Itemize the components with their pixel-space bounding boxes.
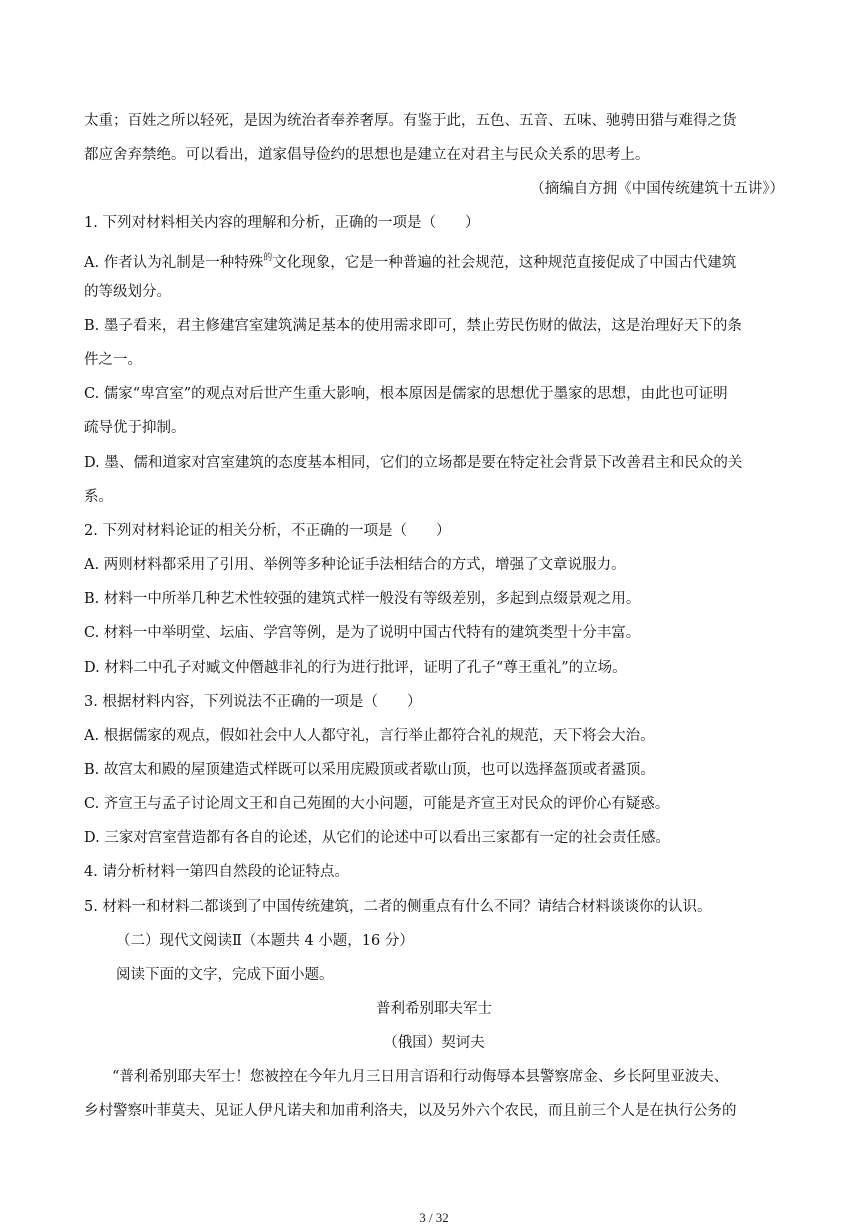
source-citation: （摘编自方拥《中国传统建筑十五讲》） (530, 181, 784, 197)
question-1: 1. 下列对材料相关内容的理解和分析，正确的一项是（ ） (84, 215, 480, 231)
option-text: A. 作者认为礼制是一种特殊 (84, 255, 264, 271)
option-1b-cont: 件之一。 (84, 352, 142, 368)
option-2d: D. 材料二中孔子对臧文仲僭越非礼的行为进行批评，证明了孔子“尊王重礼”的立场。 (84, 660, 627, 676)
option-1a (84, 248, 784, 273)
text-line: 太重；百姓之所以轻死，是因为统治者奉养奢厚。有鉴于此，五色、五音、五味、驰骋田猎与难得之货 (84, 113, 737, 129)
option-3d: D. 三家对宫室营造都有各自的论述，从它们的论述中可以看出三家都有一定的社会责任感。 (84, 830, 670, 846)
reading-instruction: 阅读下面的文字，完成下面小题。 (116, 967, 334, 983)
question-3: 3. 根据材料内容，下列说法不正确的一项是（ ） (84, 694, 422, 710)
story-title: 普利希别耶夫军士 (376, 1001, 492, 1017)
option-1d: D. 墨、儒和道家对宫室建筑的态度基本相同，它们的立场都是要在特定社会背景下改善君主和民众的关 (84, 455, 743, 471)
option-1c: C. 儒家“卑宫室”的观点对后世产生重大影响，根本原因是儒家的思想优于墨家的思想，由此也可证明 (84, 386, 728, 402)
question-2: 2. 下列对材料论证的相关分析，不正确的一项是（ ） (84, 523, 451, 539)
story-paragraph: “普利希别耶夫军士！您被控在今年九月三日用言语和行动侮辱本县警察席金、乡长阿里亚波夫、 (112, 1069, 729, 1085)
option-3c: C. 齐宣王与孟子讨论周文王和自己苑囿的大小问题，可能是齐宣王对民众的评价心有疑惑。 (84, 796, 670, 812)
option-1c-cont: 疏导优于抑制。 (84, 420, 186, 436)
question-4: 4. 请分析材料一第四自然段的论证特点。 (84, 864, 349, 880)
option-1d-cont: 系。 (84, 489, 113, 505)
section-heading: （二）现代文阅读Ⅱ（本题共 4 小题，16 分） (116, 933, 414, 949)
option-1a-cont: 的等级划分。 (84, 284, 171, 300)
option-2c: C. 材料一中举明堂、坛庙、学宫等例，是为了说明中国古代特有的建筑类型十分丰富。 (84, 625, 641, 641)
option-1b: B. 墨子看来，君主修建宫室建筑满足基本的使用需求即可，禁止劳民伤财的做法，这是治理好天下的条 (84, 318, 742, 334)
stray-character: 的 (263, 253, 273, 263)
question-5: 5. 材料一和材料二都谈到了中国传统建筑，二者的侧重点有什么不同？请结合材料谈谈你的认识。 (84, 899, 712, 915)
option-3a: A. 根据儒家的观点，假如社会中人人都守礼，言行举止都符合礼的规范，天下将会大治。 (84, 728, 655, 744)
page-number: 3 / 32 (419, 1210, 449, 1225)
text-line: 都应舍弃禁绝。可以看出，道家倡导俭约的思想也是建立在对君主与民众关系的思考上。 (84, 147, 650, 163)
story-paragraph-cont: 乡村警察叶菲莫夫、见证人伊凡诺夫和加甫利洛夫，以及另外六个农民，而且前三个人是在执行公务的 (84, 1103, 737, 1119)
option-3b: B. 故宫太和殿的屋顶建造式样既可以采用庑殿顶或者歇山顶，也可以选择盔顶或者盝顶。 (84, 762, 655, 778)
option-2a: A. 两则材料都采用了引用、举例等多种论证手法相结合的方式，增强了文章说服力。 (84, 557, 626, 573)
option-2b: B. 材料一中所举几种艺术性较强的建筑式样一般没有等级差别，多起到点缀景观之用。 (84, 591, 641, 607)
story-author: （俄国）契诃夫 (383, 1035, 485, 1051)
option-text: 文化现象，它是一种普遍的社会规范，这种规范直接促成了中国古代建筑 (272, 255, 737, 271)
